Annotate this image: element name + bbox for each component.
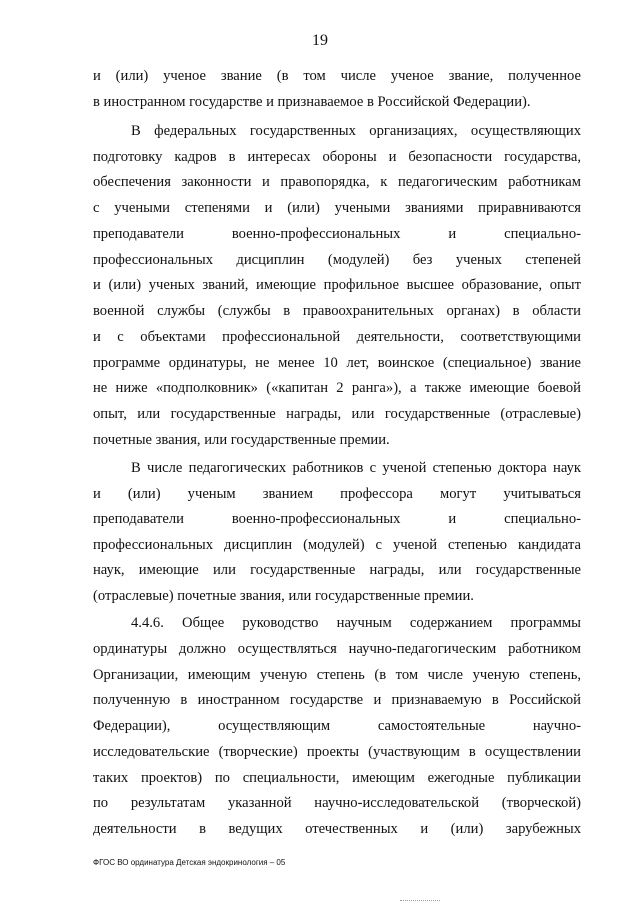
text-line: В федеральных государственных организациях, осуществляющих — [131, 123, 581, 139]
text-line: деятельности в ведущих отечественных и (или) зарубежных — [93, 821, 581, 837]
text-line: профессиональных дисциплин (модулей) с ученой степенью кандидата — [93, 537, 581, 553]
text-line: исследовательские (творческие) проекты (участвующим в осуществлении — [93, 744, 581, 760]
text-line: ординатуры должно осуществляться научно-педагогическим работником — [93, 641, 581, 657]
text-line: почетные звания, или государственные премии. — [93, 432, 390, 448]
text-line: программе ординатуры, не менее 10 лет, воинское (специальное) звание — [93, 355, 581, 371]
text-line: опыт, или государственные награды, или государственные (отраслевые) — [93, 406, 581, 422]
scan-artifact — [400, 900, 440, 902]
text-line: и (или) ученых званий, имеющие профильное высшее образование, опыт — [93, 277, 581, 293]
text-line: и (или) ученым званием профессора могут учитываться — [93, 486, 581, 502]
page-number: 19 — [312, 32, 328, 49]
text-line: 4.4.6. Общее руководство научным содержанием программы — [131, 615, 581, 631]
text-line: преподаватели военно-профессиональных и специально- — [93, 226, 581, 242]
text-line: профессиональных дисциплин (модулей) без ученых степеней — [93, 252, 581, 268]
text-line: с учеными степенями и (или) учеными званиями приравниваются — [93, 200, 581, 216]
text-line: обеспечения законности и правопорядка, к педагогическим работникам — [93, 174, 581, 190]
text-line: Организации, имеющим ученую степень (в том числе ученую степень, — [93, 667, 581, 683]
text-line: по результатам указанной научно-исследовательской (творческой) — [93, 795, 581, 811]
text-line: в иностранном государстве и признаваемое в Российской Федерации). — [93, 94, 531, 110]
text-line: преподаватели военно-профессиональных и специально- — [93, 511, 581, 527]
document-footer: ФГОС ВО ординатура Детская эндокринология – 05 — [93, 858, 286, 867]
text-line: не ниже «подполковник» («капитан 2 ранга»), а также имеющие боевой — [93, 380, 581, 396]
text-line: наук, имеющие или государственные награды, или государственные — [93, 562, 581, 578]
text-line: В числе педагогических работников с ученой степенью доктора наук — [131, 460, 581, 476]
text-line: подготовку кадров в интересах обороны и безопасности государства, — [93, 149, 581, 165]
text-line: (отраслевые) почетные звания, или государственные премии. — [93, 588, 474, 604]
text-line: и с объектами профессиональной деятельности, соответствующими — [93, 329, 581, 345]
text-line: военной службы (службы в правоохранительных органах) в области — [93, 303, 581, 319]
text-line: Федерации), осуществляющим самостоятельные научно- — [93, 718, 581, 734]
text-line: таких проектов) по специальности, имеющим ежегодные публикации — [93, 770, 581, 786]
text-line: полученную в иностранном государстве и признаваемую в Российской — [93, 692, 581, 708]
text-line: и (или) ученое звание (в том числе ученое звание, полученное — [93, 68, 581, 84]
